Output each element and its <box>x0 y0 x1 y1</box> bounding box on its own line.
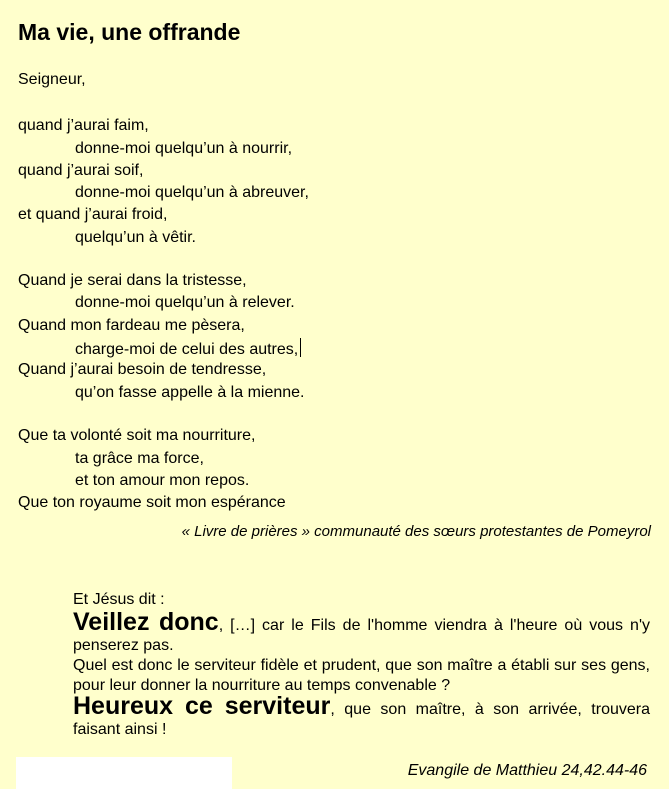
prayer-line: Quand j’aurai besoin de tendresse, <box>18 361 267 378</box>
gospel-paragraph-1 <box>73 608 651 656</box>
prayer-address: Seigneur, <box>18 71 86 88</box>
prayer-line: donne-moi quelqu’un à relever. <box>75 294 295 311</box>
gospel-text: , […] car le Fils de l'homme viendra à l'heure où vous n'y penserez pas. <box>73 617 651 654</box>
prayer-line-with-cursor[interactable] <box>75 338 301 360</box>
gospel-emphasis-veillez: Veillez donc <box>73 608 219 636</box>
gospel-text: , que son maître, à son arrivée, trouvera faisant ainsi ! <box>73 701 650 738</box>
prayer-line: Que ton royaume soit mon espérance <box>18 494 286 511</box>
blank-area <box>16 757 232 789</box>
prayer-line: Quand je serai dans la tristesse, <box>18 272 247 289</box>
prayer-line: Que ta volonté soit ma nourriture, <box>18 427 256 444</box>
prayer-line: quelqu’un à vêtir. <box>75 229 196 246</box>
gospel-paragraph-2: Quel est donc le serviteur fidèle et prudent, que son maître a établi sur ses gens, pour leur donner la nourriture au temps convenable ? <box>73 657 650 694</box>
prayer-line: et quand j’aurai froid, <box>18 206 168 223</box>
prayer-line: quand j’aurai faim, <box>18 117 149 134</box>
gospel-emphasis-heureux: Heureux ce serviteur <box>73 692 331 720</box>
gospel-passage <box>73 590 650 740</box>
gospel-intro: Et Jésus dit : <box>73 591 165 608</box>
prayer-line: qu’on fasse appelle à la mienne. <box>75 384 305 401</box>
gospel-reference: Evangile de Matthieu 24,42.44-46 <box>407 762 647 779</box>
text-cursor <box>300 338 301 357</box>
prayer-line: et ton amour mon repos. <box>75 472 250 489</box>
prayer-line: Quand mon fardeau me pèsera, <box>18 317 245 334</box>
prayer-line: quand j’aurai soif, <box>18 162 144 179</box>
prayer-line: donne-moi quelqu’un à nourrir, <box>75 140 293 157</box>
page-title: Ma vie, une offrande <box>18 19 241 45</box>
prayer-line: donne-moi quelqu’un à abreuver, <box>75 184 309 201</box>
gospel-paragraph-3 <box>73 692 650 740</box>
prayer-line: charge-moi de celui des autres, <box>75 341 299 358</box>
prayer-attribution: « Livre de prières » communauté des sœurs protestantes de Pomeyrol <box>181 523 651 540</box>
prayer-line: ta grâce ma force, <box>75 450 204 467</box>
